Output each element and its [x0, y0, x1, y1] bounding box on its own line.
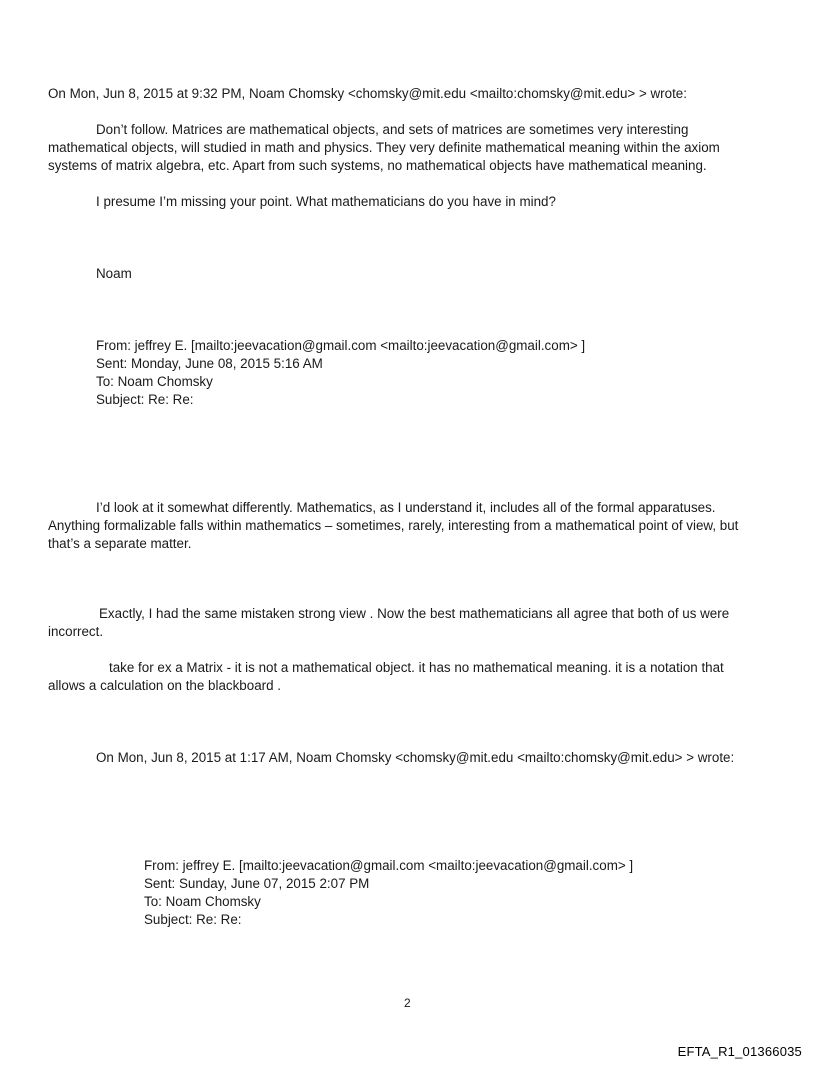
email1-paragraph-1 [48, 121, 768, 175]
quoted-sent-1: Sent: Monday, June 08, 2015 5:16 AM [96, 356, 323, 371]
quoted-to-2: To: Noam Chomsky [144, 894, 261, 909]
text-line: Exactly, I had the same mistaken strong view . Now the best mathematicians all agree that both of us were [99, 606, 730, 621]
text-line: allows a calculation on the blackboard . [48, 678, 281, 693]
quoted-to-1: To: Noam Chomsky [96, 374, 213, 389]
body2-paragraph-2 [48, 605, 768, 641]
text-line: that’s a separate matter. [48, 536, 192, 551]
body2-paragraph-3 [48, 659, 768, 695]
text-line: I’d look at it somewhat differently. Mathematics, as I understand it, includes all of the formal apparatuses. [96, 500, 716, 515]
quoted-sent-2: Sent: Sunday, June 07, 2015 2:07 PM [144, 876, 370, 891]
email1-paragraph-2: I presume I’m missing your point. What mathematicians do you have in mind? [96, 194, 556, 209]
quoted-from-2: From: jeffrey E. [mailto:jeevacation@gmail.com <mailto:jeevacation@gmail.com> ] [144, 858, 634, 873]
email-header-1: On Mon, Jun 8, 2015 at 9:32 PM, Noam Chomsky <chomsky@mit.edu <mailto:chomsky@mit.edu> > wrote: [48, 86, 687, 101]
text-line: systems of matrix algebra, etc. Apart from such systems, no mathematical objects have mathematical meaning. [48, 158, 707, 173]
text-line: take for ex a Matrix - it is not a mathematical object. it has no mathematical meaning. it is a notation that [109, 660, 724, 675]
document-id: EFTA_R1_01366035 [677, 1044, 802, 1059]
body2-paragraph-1 [48, 499, 768, 553]
signature: Noam [96, 266, 132, 281]
text-line: Don’t follow. Matrices are mathematical objects, and sets of matrices are sometimes very interesting [96, 122, 689, 137]
page-number: 2 [404, 996, 411, 1010]
quoted-from-1: From: jeffrey E. [mailto:jeevacation@gmail.com <mailto:jeevacation@gmail.com> ] [96, 338, 586, 353]
text-line: mathematical objects, will studied in math and physics. They very definite mathematical meaning within the axiom [48, 140, 720, 155]
quoted-subject-2: Subject: Re: Re: [144, 912, 242, 927]
text-line: incorrect. [48, 624, 104, 639]
text-line: Anything formalizable falls within mathematics – sometimes, rarely, interesting from a mathematical point of view, but [48, 518, 739, 533]
email-header-2: On Mon, Jun 8, 2015 at 1:17 AM, Noam Chomsky <chomsky@mit.edu <mailto:chomsky@mit.edu> > wrote: [96, 750, 735, 765]
quoted-subject-1: Subject: Re: Re: [96, 392, 194, 407]
